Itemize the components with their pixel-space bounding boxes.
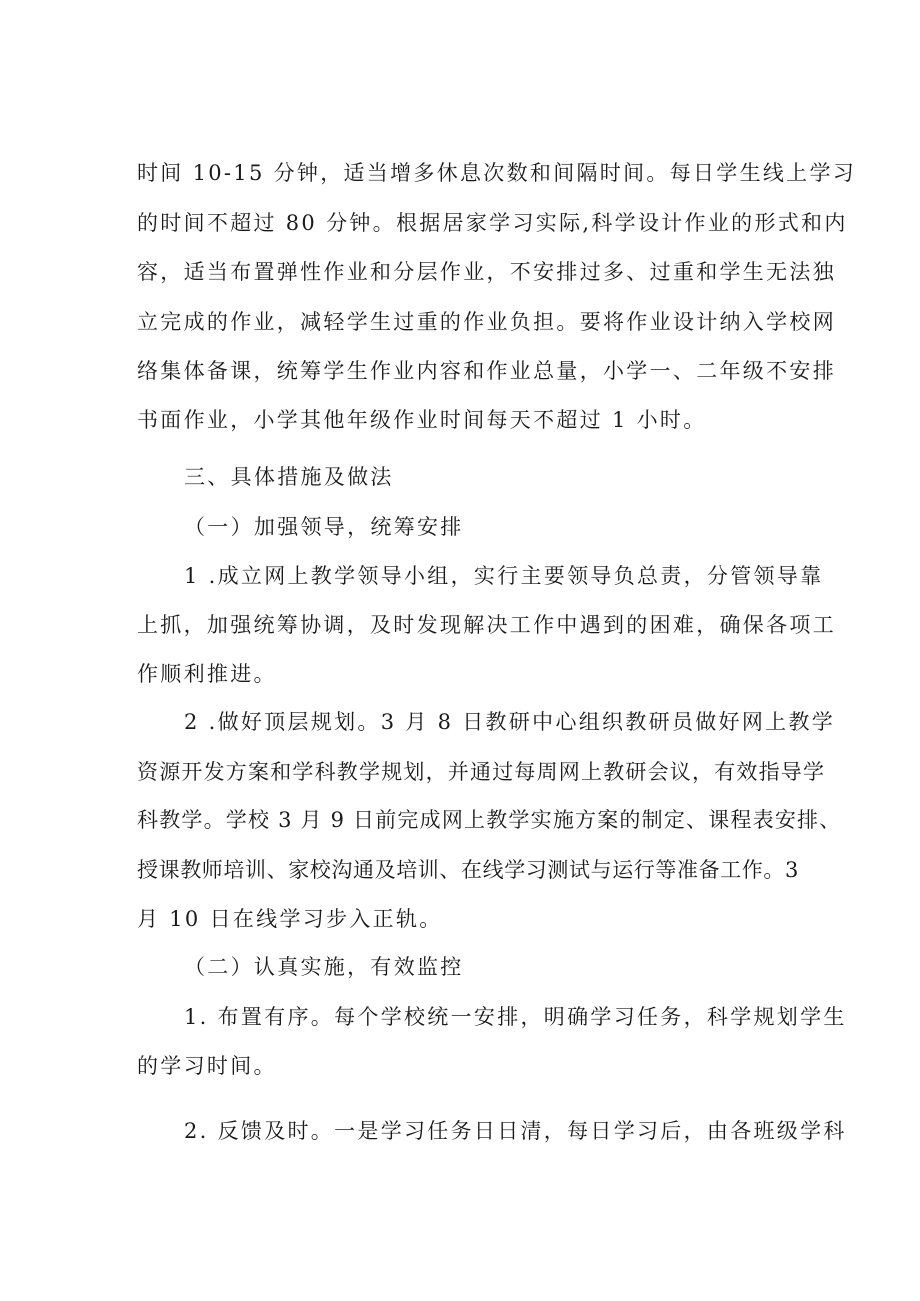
text-line: 上抓，加强统筹协调，及时发现解决工作中遇到的困难，确保各项工: [137, 613, 836, 637]
text-line: 1 .成立网上教学领导小组，实行主要领导负总责，分管领导靠: [184, 564, 824, 588]
section-heading: 三、具体措施及做法: [184, 465, 394, 489]
text-line: 的时间不超过 80 分钟。根据居家学习实际,科学设计作业的形式和内: [137, 211, 848, 235]
subsection-heading: （一）加强领导，统筹安排: [184, 515, 464, 539]
text-line: 月 10 日在线学习步入正轨。: [137, 907, 443, 931]
text-line: 授课教师培训、家校沟通及培训、在线学习测试与运行等准备工作。3: [137, 858, 799, 882]
text-line: 立完成的作业，减轻学生过重的作业负担。要将作业设计纳入学校网: [137, 310, 836, 334]
text-line: 资源开发方案和学科教学规划，并通过每周网上教研会议，有效指导学: [137, 760, 826, 784]
text-line: 时间 10-15 分钟，适当增多休息次数和间隔时间。每日学生线上学习: [137, 161, 857, 185]
text-line: 1. 布置有序。每个学校统一安排，明确学习任务，科学规划学生: [184, 1005, 847, 1029]
text-line: 书面作业，小学其他年级作业时间每天不超过 1 小时。: [137, 408, 707, 432]
text-line: 作顺利推进。: [137, 662, 277, 686]
subsection-heading: （二）认真实施，有效监控: [184, 955, 464, 979]
text-line: 科教学。学校 3 月 9 日前完成网上教学实施方案的制定、课程表安排、: [137, 808, 842, 832]
text-line: 2 .做好顶层规划。3 月 8 日教研中心组织教研员做好网上教学: [184, 710, 836, 734]
text-line: 容，适当布置弹性作业和分层作业，不安排过多、过重和学生无法独: [137, 260, 836, 284]
text-line: 的学习时间。: [137, 1054, 277, 1078]
text-line: 络集体备课，统筹学生作业内容和作业总量，小学一、二年级不安排: [137, 359, 836, 383]
text-line: 2. 反馈及时。一是学习任务日日清，每日学习后，由各班级学科: [184, 1119, 847, 1143]
